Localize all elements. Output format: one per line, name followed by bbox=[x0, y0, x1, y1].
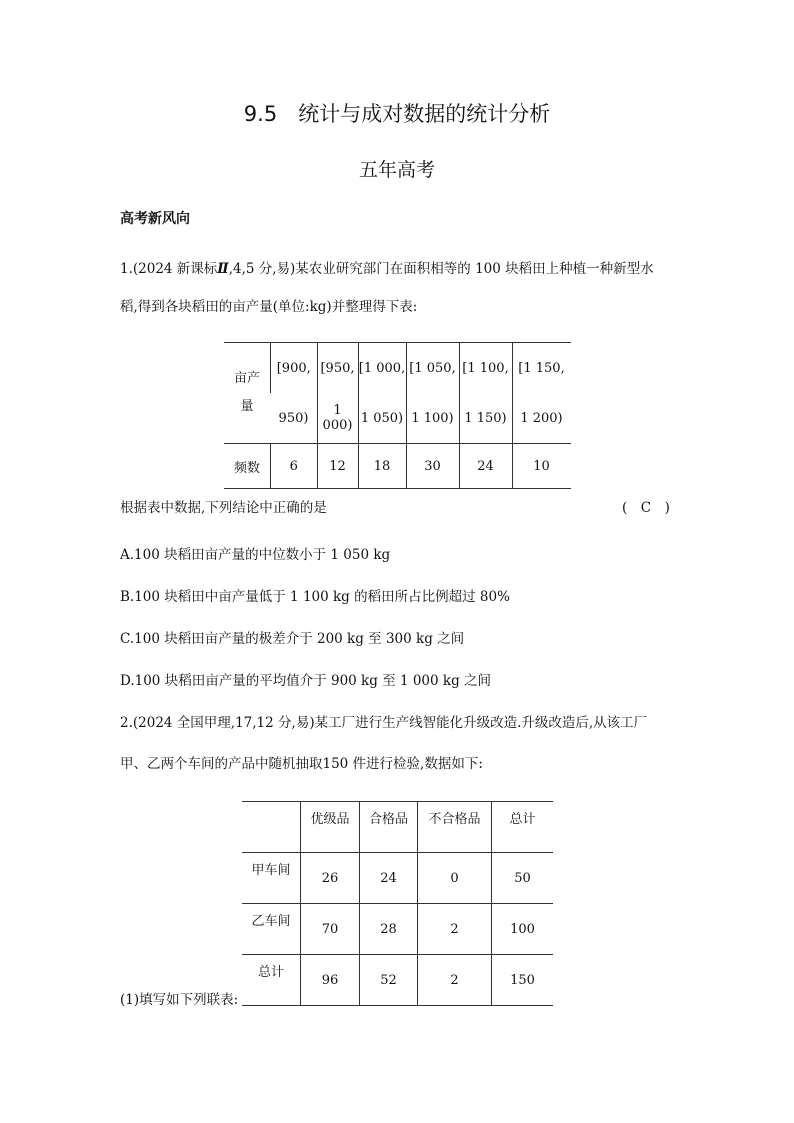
q1-range-top: [1 100, bbox=[459, 343, 512, 394]
q2-table-cell: 0 bbox=[418, 853, 492, 904]
q2-row-label: 乙车间 bbox=[242, 904, 301, 955]
q1-range-bottom: 1 150) bbox=[459, 393, 512, 444]
q1-yield-table bbox=[224, 342, 571, 489]
q2-table-cell: 26 bbox=[301, 853, 360, 904]
q1-row-header-frequency: 频数 bbox=[224, 444, 271, 489]
q2-stem-line1: 2.(2024 全国甲理,17,12 分,易)某工厂进行生产线智能化升级改造.升级改造后,从该工厂 bbox=[120, 715, 648, 731]
q2-stem-line2: 甲、乙两个车间的产品中随机抽取150 件进行检验,数据如下: bbox=[120, 756, 483, 772]
q2-header-cell: 合格品 bbox=[360, 802, 418, 853]
q2-row-label: 总计 bbox=[242, 955, 301, 1006]
q2-table-cell: 28 bbox=[360, 904, 418, 955]
q2-part1: (1)填写如下列联表: bbox=[120, 992, 239, 1008]
q1-range-bottom: 1 050) bbox=[358, 393, 406, 444]
q2-table-cell: 2 bbox=[418, 955, 492, 1006]
q1-range-bottom: 1 000) bbox=[317, 393, 358, 444]
q1-stem-line1 bbox=[120, 262, 654, 276]
q2-table-cell: 96 bbox=[301, 955, 360, 1006]
q1-frequency-cell: 10 bbox=[512, 444, 571, 489]
q1-range-bottom: 1 100) bbox=[406, 393, 459, 444]
q2-table-cell: 2 bbox=[418, 904, 492, 955]
q2-table-cell: 50 bbox=[492, 853, 554, 904]
q2-header-cell: 不合格品 bbox=[418, 802, 492, 853]
q1-answer: ( C ) bbox=[622, 500, 670, 516]
q1-range-top: [1 000, bbox=[358, 343, 406, 394]
q1-frequency-cell: 18 bbox=[358, 444, 406, 489]
q2-row-label: 甲车间 bbox=[242, 853, 301, 904]
q2-table-cell: 100 bbox=[492, 904, 554, 955]
q1-option-b: B.100 块稻田中亩产量低于 1 100 kg 的稻田所占比例超过 80% bbox=[120, 589, 510, 605]
q1-range-top: [950, bbox=[317, 343, 358, 394]
q1-frequency-cell: 6 bbox=[271, 444, 318, 489]
q1-source-rest: ,4,5 分,易)某农业研究部门在面积相等的 100 块稻田上种植一种新型水 bbox=[228, 261, 654, 277]
q1-frequency-cell: 12 bbox=[317, 444, 358, 489]
q1-stem-line2: 稻,得到各块稻田的亩产量(单位:kg)并整理得下表: bbox=[120, 299, 418, 315]
page-subtitle: 五年高考 bbox=[358, 159, 435, 181]
q1-frequency-cell: 24 bbox=[459, 444, 512, 489]
q2-table-cell: 150 bbox=[492, 955, 554, 1006]
q1-frequency-cell: 30 bbox=[406, 444, 459, 489]
q1-option-a: A.100 块稻田亩产量的中位数小于 1 050 kg bbox=[120, 547, 391, 563]
page-title: 9.5 统计与成对数据的统计分析 bbox=[243, 102, 551, 126]
section-heading: 高考新风向 bbox=[120, 211, 190, 227]
q1-source-roman: Ⅱ bbox=[217, 261, 229, 277]
q1-range-bottom: 950) bbox=[278, 410, 309, 426]
q2-header-cell: 优级品 bbox=[301, 802, 360, 853]
q1-row-header-yield: 亩产量 bbox=[224, 343, 271, 444]
q1-option-c: C.100 块稻田亩产量的极差介于 200 kg 至 300 kg 之间 bbox=[120, 631, 465, 647]
q2-table-cell: 52 bbox=[360, 955, 418, 1006]
q2-corner-cell bbox=[242, 802, 301, 853]
q1-option-d: D.100 块稻田亩产量的平均值介于 900 kg 至 1 000 kg 之间 bbox=[120, 673, 491, 689]
q2-table-cell: 70 bbox=[301, 904, 360, 955]
q2-header-cell: 总计 bbox=[492, 802, 554, 853]
q1-range-top: [1 150, bbox=[512, 343, 571, 394]
q2-workshop-table bbox=[242, 801, 553, 1006]
q2-table-cell: 24 bbox=[360, 853, 418, 904]
q1-range-bottom: 1 200) bbox=[512, 393, 571, 444]
q1-source-prefix: 1.(2024 新课标 bbox=[120, 261, 218, 277]
q1-range-top: [900, bbox=[271, 343, 318, 394]
q1-question: 根据表中数据,下列结论中正确的是 bbox=[120, 500, 327, 516]
q1-range-top: [1 050, bbox=[406, 343, 459, 394]
